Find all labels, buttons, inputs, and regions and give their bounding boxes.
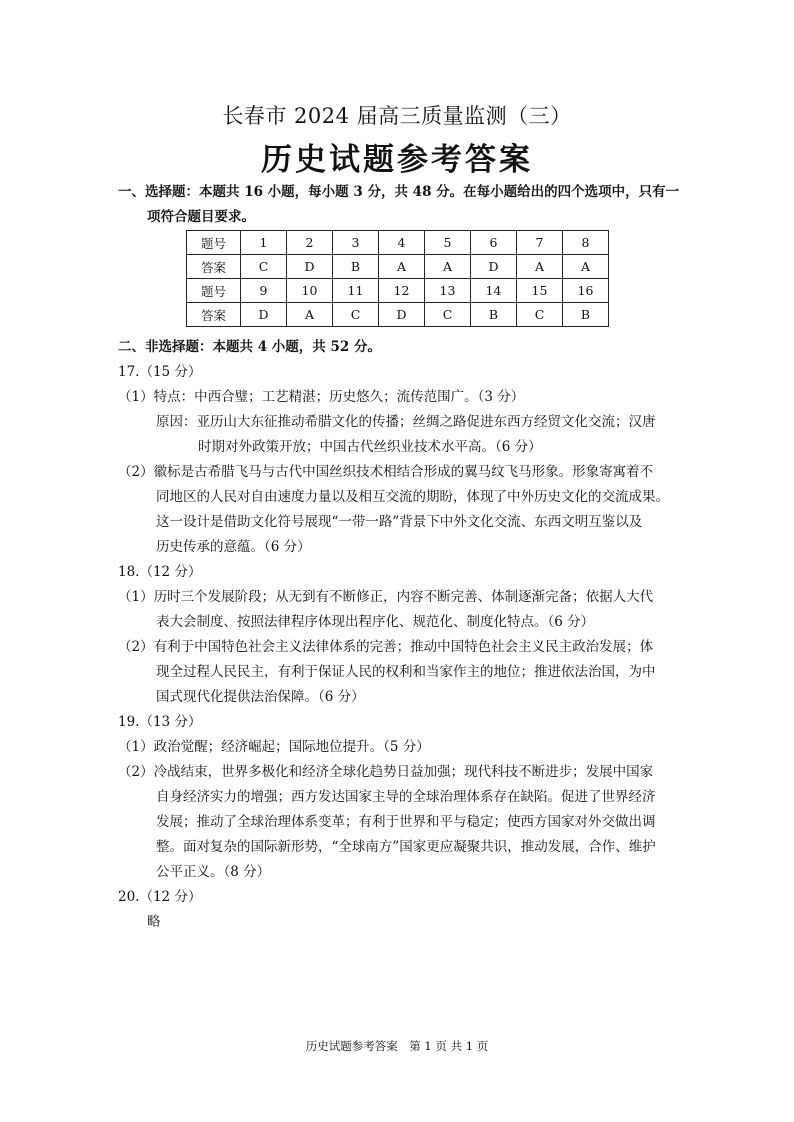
table-cell: A [379, 255, 425, 279]
table-cell: A [563, 255, 609, 279]
table-cell: B [471, 303, 517, 327]
table-cell: 9 [241, 279, 287, 303]
answer-key-title: 历史试题参考答案 [261, 142, 533, 178]
table-cell: 16 [563, 279, 609, 303]
q17-part2-line1: （2）徽标是古希腊飞马与古代中国丝织技术相结合形成的翼马纹飞马形象。形象寄寓着不 [118, 464, 654, 480]
table-cell: 11 [333, 279, 379, 303]
q19-part2-line5: 公平正义。（8 分） [156, 864, 271, 880]
table-row [187, 303, 609, 327]
table-cell: B [563, 303, 609, 327]
q19-part1: （1）政治觉醒；经济崛起；国际地位提升。（5 分） [118, 739, 430, 755]
q17-part2-line4: 历史传承的意蕴。（6 分） [156, 539, 311, 555]
q19-number: 19.（13 分） [118, 714, 202, 730]
table-cell: 14 [471, 279, 517, 303]
table-row [187, 279, 609, 303]
table-cell: D [241, 303, 287, 327]
q17-part1-reason-line1: 原因：亚历山大东征推动希腊文化的传播；丝绸之路促进东西方经贸文化交流；汉唐 [156, 414, 656, 430]
q18-number: 18.（12 分） [118, 564, 202, 580]
table-cell: 8 [563, 231, 609, 255]
section1-heading-line2: 项符合题目要求。 [147, 209, 255, 225]
answer-table [186, 230, 609, 327]
q18-part1-line1: （1）历时三个发展阶段；从无到有不断修正，内容不断完善、体制逐渐完备；依据人大代 [118, 589, 654, 605]
q19-part2-line1: （2）冷战结束，世界多极化和经济全球化趋势日益加强；现代科技不断进步；发展中国家 [118, 764, 654, 780]
q18-part2-line1: （2）有利于中国特色社会主义法律体系的完善；推动中国特色社会主义民主政治发展；体 [118, 639, 654, 655]
section1-heading-line1: 一、选择题：本题共 16 小题，每小题 3 分，共 48 分。在每小题给出的四个选项中，只有一 [118, 184, 680, 200]
table-cell: C [425, 303, 471, 327]
table-cell: D [379, 303, 425, 327]
table-cell: B [333, 255, 379, 279]
q20-answer: 略 [147, 914, 161, 930]
row-label: 题号 [187, 231, 241, 255]
q17-part2-line3: 这一设计是借助文化符号展现“一带一路”背景下中外文化交流、东西文明互鉴以及 [156, 514, 643, 530]
table-cell: A [517, 255, 563, 279]
table-cell: D [471, 255, 517, 279]
table-cell: 15 [517, 279, 563, 303]
q17-number: 17.（15 分） [118, 364, 202, 380]
page-footer: 历史试题参考答案 第 1 页 共 1 页 [305, 1039, 489, 1053]
table-cell: 6 [471, 231, 517, 255]
table-cell: 3 [333, 231, 379, 255]
section2-heading: 二、非选择题：本题共 4 小题，共 52 分。 [118, 339, 381, 355]
table-row [187, 255, 609, 279]
row-label: 答案 [187, 255, 241, 279]
q17-part1-reason-line2: 时期对外政策开放；中国古代丝织业技术水平高。（6 分） [198, 439, 542, 455]
table-cell: 2 [287, 231, 333, 255]
exam-title: 长春市 2024 届高三质量监测（三） [222, 104, 572, 128]
row-label: 答案 [187, 303, 241, 327]
q17-part1: （1）特点：中西合璧；工艺精湛；历史悠久；流传范围广。（3 分） [118, 389, 525, 405]
table-cell: C [517, 303, 563, 327]
q19-part2-line2: 自身经济实力的增强；西方发达国家主导的全球治理体系存在缺陷。促进了世界经济 [156, 789, 656, 805]
table-cell: 13 [425, 279, 471, 303]
table-cell: A [425, 255, 471, 279]
q19-part2-line4: 整。面对复杂的国际新形势，“全球南方”国家更应凝聚共识，推动发展，合作、维护 [156, 839, 656, 855]
table-cell: 1 [241, 231, 287, 255]
table-cell: 4 [379, 231, 425, 255]
table-cell: C [333, 303, 379, 327]
q18-part2-line3: 国式现代化提供法治保障。（6 分） [156, 689, 365, 705]
table-row [187, 231, 609, 255]
table-cell: D [287, 255, 333, 279]
table-cell: 7 [517, 231, 563, 255]
q18-part1-line2: 表大会制度、按照法律程序体现出程序化、规范化、制度化特点。（6 分） [156, 614, 595, 630]
table-cell: A [287, 303, 333, 327]
q17-part2-line2: 同地区的人民对自由速度力量以及相互交流的期盼，体现了中外历史文化的交流成果。 [156, 489, 669, 505]
q20-number: 20.（12 分） [118, 889, 202, 905]
q18-part2-line2: 现全过程人民民主，有利于保证人民的权利和当家作主的地位；推进依法治国，为中 [156, 664, 656, 680]
table-cell: 10 [287, 279, 333, 303]
table-cell: 5 [425, 231, 471, 255]
table-cell: C [241, 255, 287, 279]
q19-part2-line3: 发展；推动了全球治理体系变革；有利于世界和平与稳定；使西方国家对外交做出调 [156, 814, 656, 830]
row-label: 题号 [187, 279, 241, 303]
table-cell: 12 [379, 279, 425, 303]
